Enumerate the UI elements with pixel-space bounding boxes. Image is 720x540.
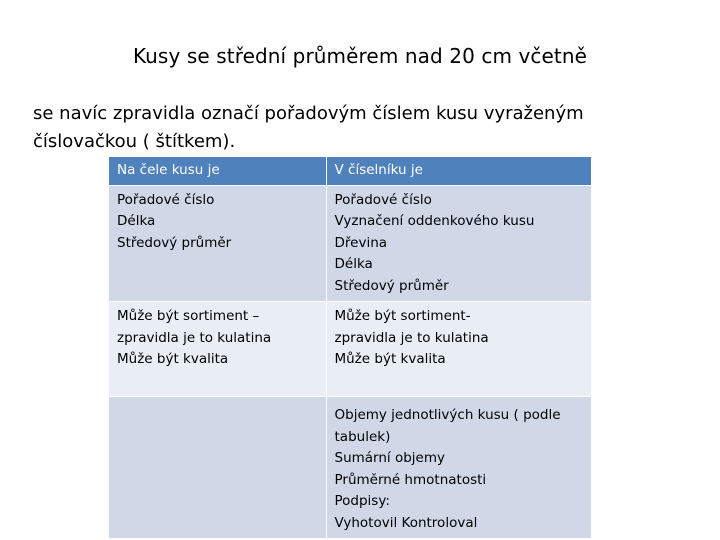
cell-line: zpravidla je to kulatina <box>117 329 272 346</box>
cell-line: zpravidla je to kulatina <box>334 329 489 346</box>
cell-line: Může být sortiment- <box>334 308 471 324</box>
table-cell-right <box>326 185 591 302</box>
cell-line: Vyhotovil Kontroloval <box>334 514 478 531</box>
header-cell-register: V číselníku je <box>326 157 591 185</box>
subtitle-line: se navíc zpravidla označí pořadovým číslem kusu vyraženým <box>33 103 584 124</box>
cell-line: Pořadové číslo <box>334 191 432 208</box>
cell-line: Středový průměr <box>117 234 232 251</box>
cell-line: Délka <box>117 213 156 229</box>
table-cell-right <box>326 302 591 397</box>
cell-line: Může být kvalita <box>334 351 446 367</box>
cell-line: Podpisy: <box>334 493 390 509</box>
cell-line: Sumární objemy <box>334 450 445 466</box>
cell-line: Může být kvalita <box>117 351 229 367</box>
table-cell-left <box>109 302 326 397</box>
table-row <box>109 397 591 539</box>
cell-line: Středový průměr <box>334 277 449 294</box>
cell-line: Délka <box>334 256 373 272</box>
slide-title: Kusy se střední průměrem nad 20 cm včetně <box>132 44 588 68</box>
subtitle-line: číslovačkou ( štítkem). <box>33 131 236 152</box>
header-cell-face: Na čele kusu je <box>109 157 326 185</box>
cell-line: tabulek) <box>334 428 391 445</box>
cell-line: Pořadové číslo <box>117 191 215 208</box>
cell-line: Objemy jednotlivých kusu ( podle <box>334 407 561 423</box>
table-row <box>109 302 591 397</box>
data-table <box>109 157 591 538</box>
cell-line: Může být sortiment – <box>117 308 260 324</box>
table-header-row <box>109 157 591 185</box>
cell-line: Průměrné hmotnatosti <box>334 471 487 488</box>
table-cell-left <box>109 185 326 302</box>
table-cell-right <box>326 397 591 539</box>
table-row <box>109 185 591 302</box>
cell-line: Vyznačení oddenkového kusu <box>334 213 535 229</box>
subtitle <box>33 100 673 156</box>
cell-line: Dřevina <box>334 234 388 251</box>
table-cell-left-empty <box>109 397 326 539</box>
